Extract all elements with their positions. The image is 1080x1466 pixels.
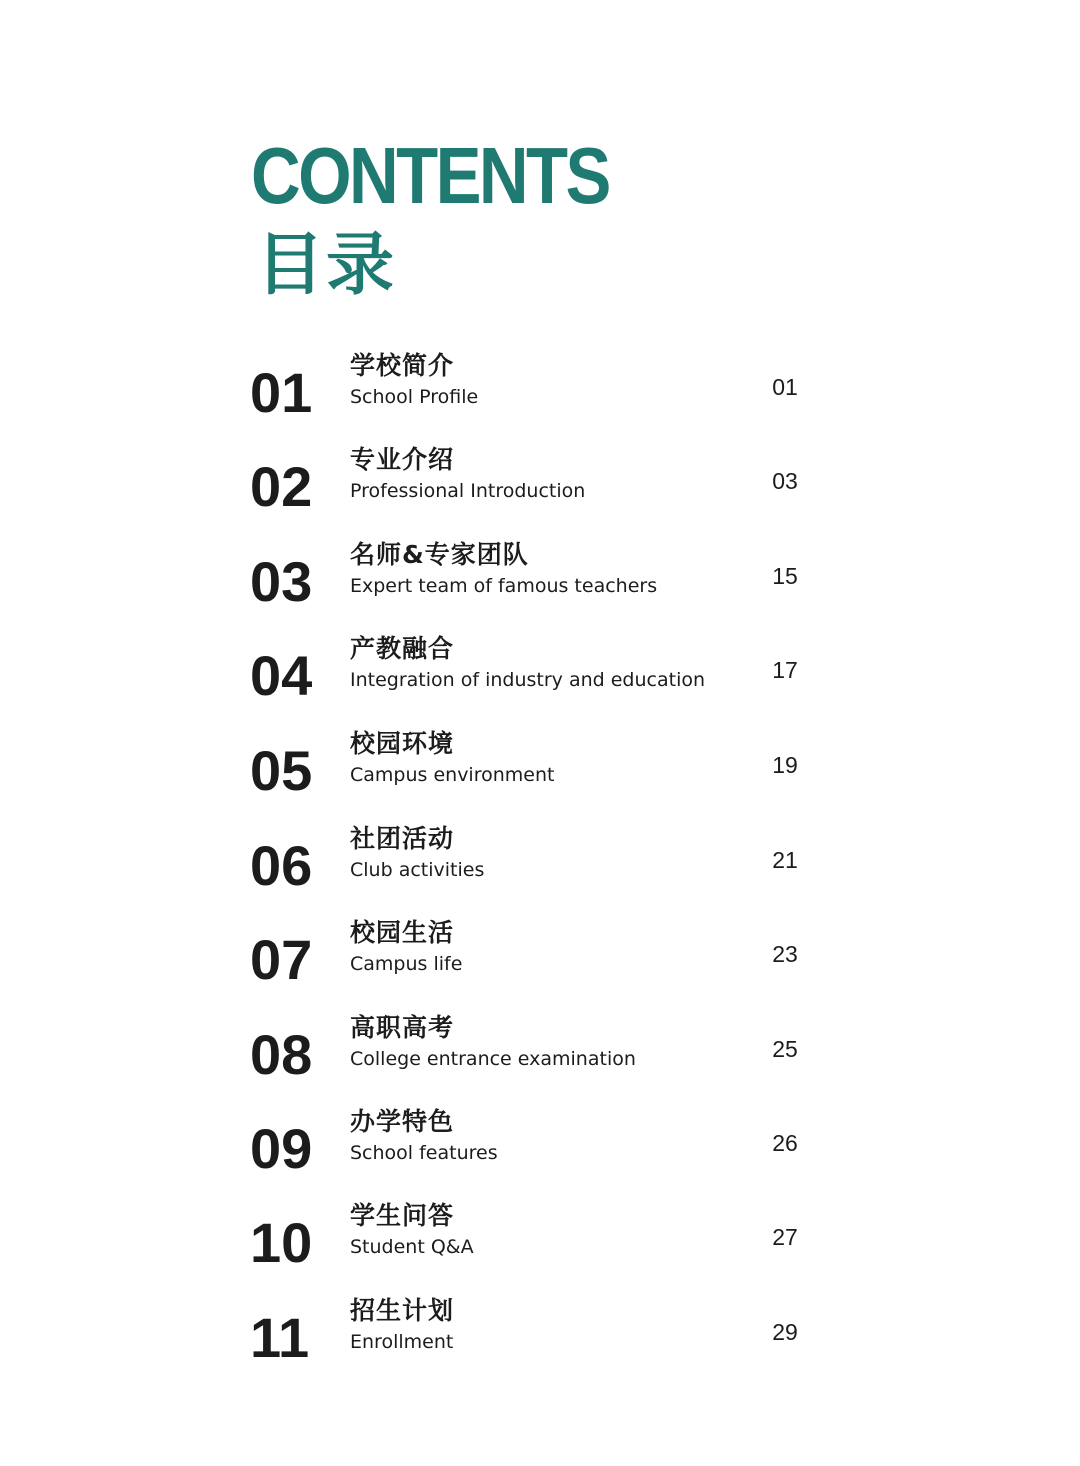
toc-item-title-zh: 校园环境	[350, 729, 455, 758]
toc-item-09[interactable]	[0, 1107, 1080, 1208]
toc-item-title-en: Student Q&A	[350, 1236, 474, 1258]
toc-item-number: 08	[250, 1023, 313, 1086]
toc-item-page-number: 25	[772, 1036, 798, 1062]
toc-item-title-zh: 专业介绍	[350, 445, 455, 474]
toc-item-title-zh: 高职高考	[350, 1013, 455, 1042]
toc-item-number: 01	[250, 361, 313, 424]
contents-title-en: CONTENTS	[251, 131, 609, 220]
toc-item-title-en: Club activities	[350, 859, 485, 881]
toc-item-title-zh: 招生计划	[350, 1296, 455, 1325]
toc-item-number: 07	[250, 928, 313, 991]
toc-item-title-zh: 校园生活	[350, 918, 455, 947]
toc-item-title-zh: 名师&专家团队	[350, 540, 529, 569]
toc-item-06[interactable]	[0, 824, 1080, 925]
toc-item-02[interactable]	[0, 445, 1080, 546]
toc-item-number: 11	[250, 1306, 310, 1369]
toc-item-title-en: Enrollment	[350, 1331, 454, 1353]
toc-item-title-en: Campus environment	[350, 764, 555, 786]
toc-item-05[interactable]	[0, 729, 1080, 830]
toc-item-page-number: 03	[772, 468, 798, 494]
toc-item-title-zh: 产教融合	[350, 634, 455, 663]
toc-item-page-number: 26	[772, 1130, 798, 1156]
toc-item-page-number: 19	[772, 752, 798, 778]
toc-item-title-zh: 社团活动	[350, 824, 455, 853]
toc-item-number: 03	[250, 550, 313, 613]
toc-item-title-zh: 学校简介	[350, 351, 455, 380]
toc-item-number: 02	[250, 455, 313, 518]
toc-item-11[interactable]	[0, 1296, 1080, 1397]
toc-item-03[interactable]	[0, 540, 1080, 641]
contents-title-zh: 目录	[256, 226, 397, 305]
toc-item-page-number: 17	[772, 657, 798, 683]
toc-item-title-en: Integration of industry and education	[350, 669, 706, 691]
toc-item-01[interactable]	[0, 351, 1080, 452]
toc-item-page-number: 23	[772, 941, 798, 967]
toc-item-title-en: Expert team of famous teachers	[350, 575, 658, 597]
toc-item-title-en: School features	[350, 1142, 498, 1164]
toc-item-page-number: 27	[772, 1224, 798, 1250]
toc-item-title-en: School Profile	[350, 386, 479, 408]
toc-item-04[interactable]	[0, 634, 1080, 735]
toc-item-title-en: College entrance examination	[350, 1048, 636, 1070]
toc-item-number: 10	[250, 1211, 313, 1274]
toc-item-number: 05	[250, 739, 313, 802]
toc-item-page-number: 15	[772, 563, 798, 589]
toc-item-title-zh: 办学特色	[350, 1107, 455, 1136]
toc-item-page-number: 29	[772, 1319, 798, 1345]
toc-item-title-en: Professional Introduction	[350, 480, 586, 502]
toc-item-title-en: Campus life	[350, 953, 463, 975]
toc-item-07[interactable]	[0, 918, 1080, 1019]
toc-item-number: 09	[250, 1117, 313, 1180]
toc-item-number: 04	[250, 644, 313, 707]
toc-item-10[interactable]	[0, 1201, 1080, 1302]
toc-item-title-zh: 学生问答	[350, 1201, 455, 1230]
toc-item-page-number: 21	[772, 847, 798, 873]
toc-item-08[interactable]	[0, 1013, 1080, 1114]
toc-item-page-number: 01	[772, 374, 798, 400]
toc-item-number: 06	[250, 834, 313, 897]
